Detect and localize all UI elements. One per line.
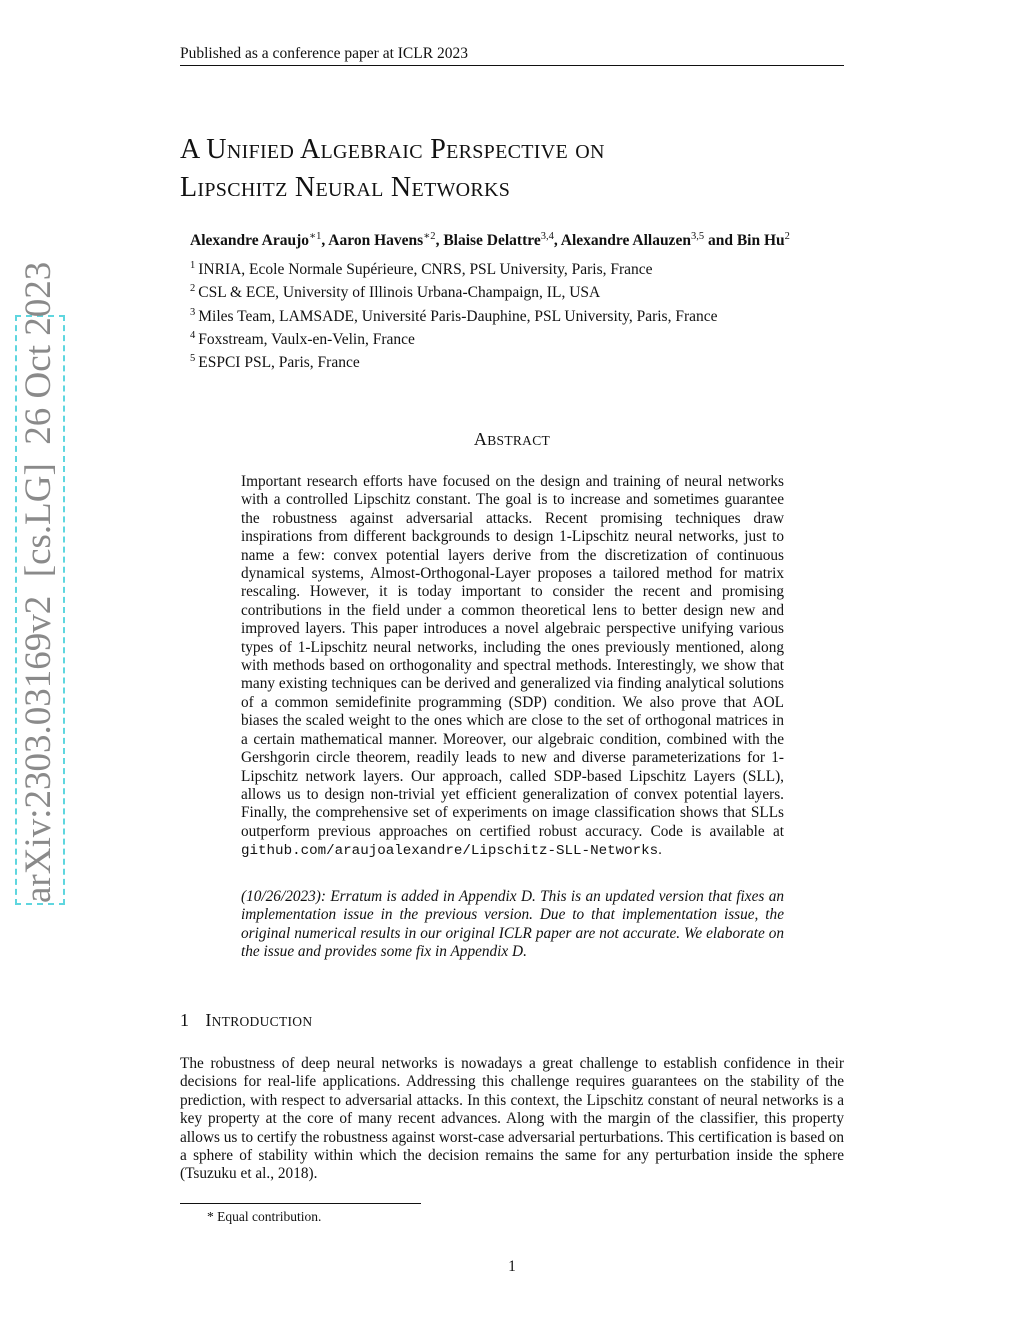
author: Alexandre Allauzen$^{3,5}$ and <box>560 231 737 250</box>
footnote-rule <box>180 1203 421 1204</box>
affiliation: $^1$ INRIA, Ecole Normale Supérieure, CNRS, PSL University, Paris, France <box>190 260 653 279</box>
paper-title <box>180 132 605 208</box>
author: Bin Hu$^2$ <box>736 231 790 250</box>
title-word: UNIFIED <box>206 134 295 165</box>
affiliation: $^3$ Miles Team, LAMSADE, Université Paris-Dauphine, PSL University, Paris, France <box>190 306 718 325</box>
title-line-1 <box>180 132 605 170</box>
author: Aaron Havens$^{∗2}$, <box>328 231 444 250</box>
footnote: * Equal contribution. <box>207 1209 322 1224</box>
erratum-note: (10/26/2023): Erratum is added in Appendix D. This is an updated version that fixes an implementation issue in the previous version. Due to that implementation issue, the original numerical results in our original ICLR paper are not accurate. We elaborate on the issue and provides some fix in Appendix D. <box>241 888 784 961</box>
title-word: NEURAL <box>294 172 384 203</box>
arxiv-stamp[interactable]: arXiv:2303.03169v2 [cs.LG] 26 Oct 2023 <box>15 315 65 905</box>
affiliation-list <box>190 256 718 373</box>
title-line-2 <box>180 170 605 208</box>
title-word: PERSPECTIVE <box>430 134 568 165</box>
affiliation: $^4$ Foxstream, Vaulx-en-Velin, France <box>190 330 415 349</box>
title-word: LIPSCHITZ <box>180 172 288 203</box>
affiliation: $^5$ ESPCI PSL, Paris, France <box>190 353 360 372</box>
page-number: 1 <box>508 1258 516 1275</box>
author: Blaise Delattre$^{3,4}$, <box>443 231 561 250</box>
title-word: ALGEBRAIC <box>299 134 423 165</box>
title-word: NETWORKS <box>390 172 511 203</box>
title-word: ON <box>575 141 605 163</box>
header-rule <box>180 65 844 66</box>
abstract-body: Important research efforts have focused on the design and training of neural networks with a controlled Lipschitz constant. The goal is to increase and sometimes guarantee the robustness against adversarial attacks. Recent promising techniques draw inspirations from different backgrounds to design 1-Lipschitz neural networks, just to name a few: convex potential layers derive from the discretization of continuous dynamical systems, Almost-Orthogonal-Layer proposes a tailored method for matrix rescaling. However, it is today important to consider the recent and promising contributions in the field under a common theoretical lens to better design new and improved layers. This paper introduces a novel algebraic perspective unifying various types of 1-Lipschitz neural networks, including the ones previously mentioned, along with methods based on orthogonality and spectral methods. Interestingly, we show that many existing techniques can be derived and generalized via finding analytical solutions of a common semidefinite programming (SDP) condition. We also prove that AOL biases the scaled weight to the ones which are close to the set of orthogonal matrices in a certain mathematical manner. Moreover, our algebraic condition, combined with the Gershgorin circle theorem, readily leads to new and diverse parameterizations for 1-Lipschitz network layers. Our approach, called SDP-based Lipschitz Layers (SLL), allows us to design non-trivial yet efficient generalization of convex potential layers. Finally, the comprehensive set of experiments on image classification shows that SLLs outperform previous approaches on certified robust accuracy. Code is available at github.com/araujoalexandre/Lipschitz-SLL-Networks . <box>241 473 784 861</box>
introduction-paragraph: The robustness of deep neural networks is nowadays a great challenge to establish confidence in their decisions for real-life applications. Addressing this challenge requires guarantees on the stability of the prediction, with respect to adversarial attacks. In this context, the Lipschitz constant of neural networks is a key property at the core of many recent advances. Along with the margin of the classifier, this property allows us to certify the robustness against worst-case adversarial perturbations. This certification is based on a sphere of stability within which the decision remains the same for any perturbation inside the sphere (Tsuzuku et al., 2018). <box>180 1055 844 1183</box>
author-list <box>190 227 790 251</box>
affiliation: $^2$ CSL & ECE, University of Illinois Urbana-Champaign, IL, USA <box>190 283 601 302</box>
author: Alexandre Araujo$^{∗1}$, <box>190 231 329 250</box>
title-word: A <box>180 134 199 165</box>
section-heading-introduction: 1 INTRODUCTION <box>180 1010 313 1030</box>
code-link[interactable]: github.com/araujoalexandre/Lipschitz-SLL-Networks . <box>241 843 662 859</box>
abstract-heading: ABSTRACT <box>473 429 551 449</box>
running-header: Published as a conference paper at ICLR 2023 <box>180 45 468 62</box>
